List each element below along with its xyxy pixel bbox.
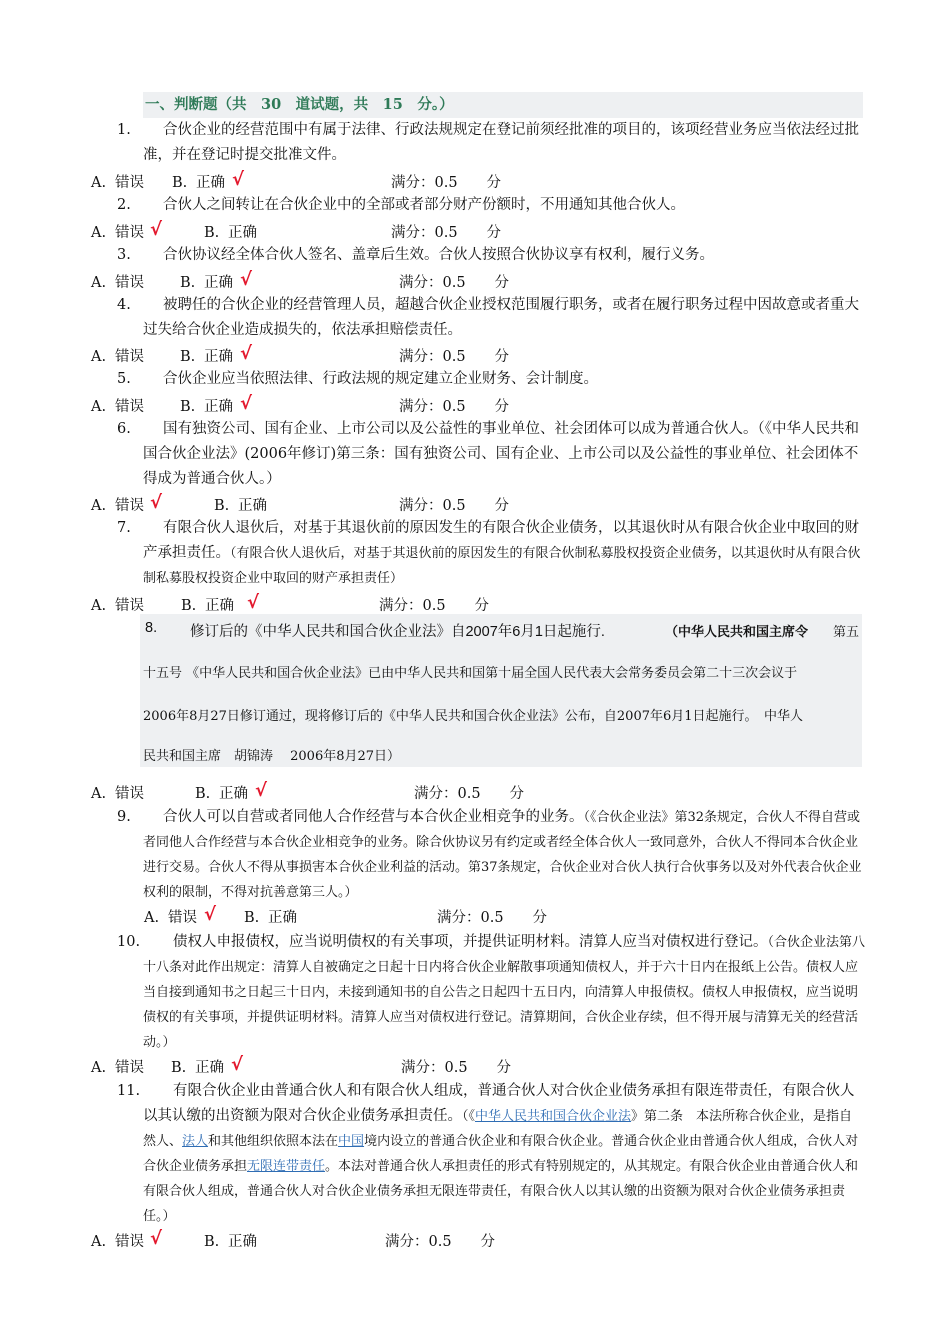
option-a-letter: A. <box>91 498 107 514</box>
question-text: 被聘任的合伙企业的经营管理人员，超越合伙企业授权范围履行职务，或者在履行职务过程中因故意或者重大过失给合伙企业造成损失的，依法承担赔偿责任。 <box>143 297 859 338</box>
option-a-wrong[interactable]: 错误 <box>115 399 144 415</box>
note-text: 境内设立的普通合伙企业和有限合伙企业。普通合伙企业由普通合伙人组成，合伙人对合伙企业债务承担 <box>143 1134 859 1174</box>
question-note-line: 第五 <box>833 625 860 640</box>
option-b-correct[interactable]: 正确 <box>204 349 233 365</box>
option-b-correct[interactable]: 正确 <box>195 1060 224 1076</box>
option-b-letter: B. <box>180 349 196 365</box>
option-a-wrong[interactable]: 错误 <box>115 175 144 191</box>
score-label: 满分：0.5 分 <box>399 399 510 415</box>
unlimited-liability-link[interactable]: 无限连带责任 <box>247 1159 326 1174</box>
score-label: 满分：0.5 分 <box>399 349 510 365</box>
note-text: 和其他组织依照本法在 <box>208 1134 339 1149</box>
question-explanation: （合伙企业法第八十八条对此作出规定：清算人自被确定之日起十日内将合伙企业解散事项通知债权人，并于六十日内在报纸上公告。债权人应当自接到通知书之日起三十日内，未接到通知书的自公告之日起四十五日内，向清算人申报债权。债权人申报债权，应当说明债权的有关事项，并提供证明材料。清算人应当对债权进行登记。清算期间，合伙企业存续，但不得开展与清算无关的经营活动。） <box>143 935 866 1050</box>
question-number: 7. <box>117 520 131 536</box>
option-a-wrong[interactable]: 错误 <box>115 349 144 365</box>
option-b-letter: B. <box>180 399 196 415</box>
question-text-main: 有限合伙企业由普通合伙人和有限合伙人组成，普通合伙人对合伙企业债务承担有限连带责任，有限合伙人以其认缴的出资额为限对合伙企业债务承担责任。 <box>143 1083 855 1124</box>
score-label: 满分：0.5 分 <box>399 275 510 291</box>
checkmark-icon: √ <box>240 393 253 414</box>
checkmark-icon: √ <box>150 492 163 513</box>
score-label: 满分：0.5 分 <box>414 786 525 802</box>
option-b-letter: B. <box>214 498 230 514</box>
question-text <box>143 516 863 591</box>
option-b-letter: B. <box>181 598 197 614</box>
question-explanation: （有限合伙人退伙后，对基于其退伙前的原因发生的有限合伙制私募股权投资企业债务，以其退伙时从有限合伙制私募股权投资企业中取回的财产承担责任） <box>143 546 861 586</box>
option-a-wrong[interactable]: 错误 <box>115 275 144 291</box>
question-number: 9. <box>117 809 131 825</box>
option-b-correct[interactable]: 正确 <box>205 598 234 614</box>
option-a-letter: A. <box>91 275 107 291</box>
question-text <box>143 805 863 905</box>
question-explanation <box>143 1109 858 1224</box>
question-text <box>143 1079 865 1229</box>
checkmark-icon: √ <box>247 592 260 613</box>
score-label: 满分：0.5 分 <box>437 910 548 926</box>
question-number: 4. <box>117 297 131 313</box>
option-b-letter: B. <box>195 786 211 802</box>
law-link[interactable]: 中华人民共和国合伙企业法 <box>475 1109 632 1124</box>
question-note-line: 十五号 《中华人民共和国合伙企业法》已由中华人民共和国第十届全国人民代表大会常务委员会第二十三次会议于 <box>143 666 798 681</box>
checkmark-icon: √ <box>240 269 253 290</box>
option-b-letter: B. <box>204 225 220 241</box>
score-label: 满分：0.5 分 <box>391 175 502 191</box>
section-title: 一、判断题（共 30 道试题，共 15 分。） <box>143 92 863 118</box>
question-text: 合伙协议经全体合伙人签名、盖章后生效。合伙人按照合伙协议享有权利，履行义务。 <box>163 247 714 263</box>
checkmark-icon: √ <box>255 780 268 801</box>
checkmark-icon: √ <box>204 904 217 925</box>
question-number: 6. <box>117 421 131 437</box>
option-a-letter: A. <box>91 175 107 191</box>
question-text <box>143 930 865 1055</box>
question-number: 10. <box>117 934 141 950</box>
option-b-correct[interactable]: 正确 <box>204 275 233 291</box>
option-b-letter: B. <box>180 275 196 291</box>
score-label: 满分：0.5 分 <box>379 598 490 614</box>
score-label: 满分：0.5 分 <box>399 498 510 514</box>
option-a-wrong[interactable]: 错误 <box>115 498 144 514</box>
option-b-letter: B. <box>172 175 188 191</box>
checkmark-icon: √ <box>232 169 245 190</box>
question-text: 合伙企业应当依照法律、行政法规的规定建立企业财务、会计制度。 <box>163 371 598 387</box>
option-b-correct[interactable]: 正确 <box>268 910 297 926</box>
question-number: 11. <box>117 1083 141 1099</box>
option-b-correct[interactable]: 正确 <box>196 175 225 191</box>
question-text: 合伙企业的经营范围中有属于法律、行政法规规定在登记前须经批准的项目的，该项经营业务应当依法经过批准，并在登记时提交批准文件。 <box>143 122 859 163</box>
option-b-correct[interactable]: 正确 <box>228 225 257 241</box>
option-a-wrong[interactable]: 错误 <box>115 1234 144 1250</box>
score-label: 满分：0.5 分 <box>391 225 502 241</box>
question-note-lead: （中华人民共和国主席令 <box>665 625 809 640</box>
option-b-correct[interactable]: 正确 <box>204 399 233 415</box>
question-note-line: 2006年8月27日修订通过，现将修订后的《中华人民共和国合伙企业法》公布，自2007年6月1日起施行。 中华人 <box>143 709 804 724</box>
question-text: 国有独资公司、国有企业、上市公司以及公益性的事业单位、社会团体可以成为普通合伙人。（《中华人民共和国合伙企业法》(2006年修订)第三条：国有独资公司、国有企业、上市公司以及公益性的事业单位、社会团体不得成为普通合伙人。） <box>143 421 859 487</box>
score-label: 满分：0.5 分 <box>385 1234 496 1250</box>
option-b-correct[interactable]: 正确 <box>228 1234 257 1250</box>
option-a-wrong[interactable]: 错误 <box>115 598 144 614</box>
question-number: 5. <box>117 371 131 387</box>
question-number: 3. <box>117 247 131 263</box>
option-b-correct[interactable]: 正确 <box>238 498 267 514</box>
option-a-wrong[interactable]: 错误 <box>115 225 144 241</box>
question-text-main: 合伙人可以自营或者同他人合作经营与本合伙企业相竞争的业务。 <box>163 809 584 825</box>
option-a-letter: A. <box>91 1234 107 1250</box>
option-a-letter: A. <box>144 910 160 926</box>
legal-person-link[interactable]: 法人 <box>182 1134 209 1149</box>
question-number: 8. <box>145 620 158 636</box>
question-explanation: （《合伙企业法》第32条规定，合伙人不得自营或者同他人合作经营与本合伙企业相竞争的业务。除合伙协议另有约定或者经全体合伙人一致同意外，合伙人不得同本合伙企业进行交易。合伙人不得从事损害本合伙企业利益的活动。第37条规定，合伙企业对合伙人执行合伙事务以及对外代表合伙企业权利的限制，不得对抗善意第三人。） <box>143 810 862 900</box>
score-label: 满分：0.5 分 <box>401 1060 512 1076</box>
option-b-letter: B. <box>171 1060 187 1076</box>
option-a-wrong[interactable]: 错误 <box>115 1060 144 1076</box>
question-note-line: 民共和国主席 胡锦涛 2006年8月27日） <box>143 749 401 764</box>
question-text-main: 有限合伙人退伙后，对基于其退伙前的原因发生的有限合伙企业债务，以其退伙时从有限合伙企业中取回的财产承担责任。 <box>143 520 859 561</box>
option-a-letter: A. <box>91 598 107 614</box>
option-a-letter: A. <box>91 225 107 241</box>
checkmark-icon: √ <box>150 1228 163 1249</box>
checkmark-icon: √ <box>231 1054 244 1075</box>
option-a-letter: A. <box>91 349 107 365</box>
note-text: （《 <box>462 1109 476 1124</box>
china-link[interactable]: 中国 <box>338 1134 365 1149</box>
option-a-wrong[interactable]: 错误 <box>115 786 144 802</box>
option-b-letter: B. <box>204 1234 220 1250</box>
option-b-letter: B. <box>244 910 260 926</box>
option-b-correct[interactable]: 正确 <box>219 786 248 802</box>
checkmark-icon: √ <box>240 343 253 364</box>
note-text: 》第二条 本法所称合伙企业，是指自然人、 <box>143 1109 853 1149</box>
question-text-main: 债权人申报债权，应当说明债权的有关事项，并提供证明材料。清算人应当对债权进行登记。 <box>173 934 768 950</box>
question-text: 修订后的《中华人民共和国合伙企业法》自2007年6月1日起施行. <box>190 624 605 640</box>
option-a-letter: A. <box>91 786 107 802</box>
note-text: 。本法对普通合伙人承担责任的形式有特别规定的，从其规定。有限合伙企业由普通合伙人和有限合伙人组成，普通合伙人对合伙企业债务承担无限连带责任，有限合伙人以其认缴的出资额为限对合伙企业债务承担责任。） <box>143 1159 859 1224</box>
option-a-wrong[interactable]: 错误 <box>168 910 197 926</box>
question-number: 1. <box>117 122 131 138</box>
checkmark-icon: √ <box>150 219 163 240</box>
question-text: 合伙人之间转让在合伙企业中的全部或者部分财产份额时，不用通知其他合伙人。 <box>163 197 685 213</box>
option-a-letter: A. <box>91 1060 107 1076</box>
option-a-letter: A. <box>91 399 107 415</box>
question-number: 2. <box>117 197 131 213</box>
